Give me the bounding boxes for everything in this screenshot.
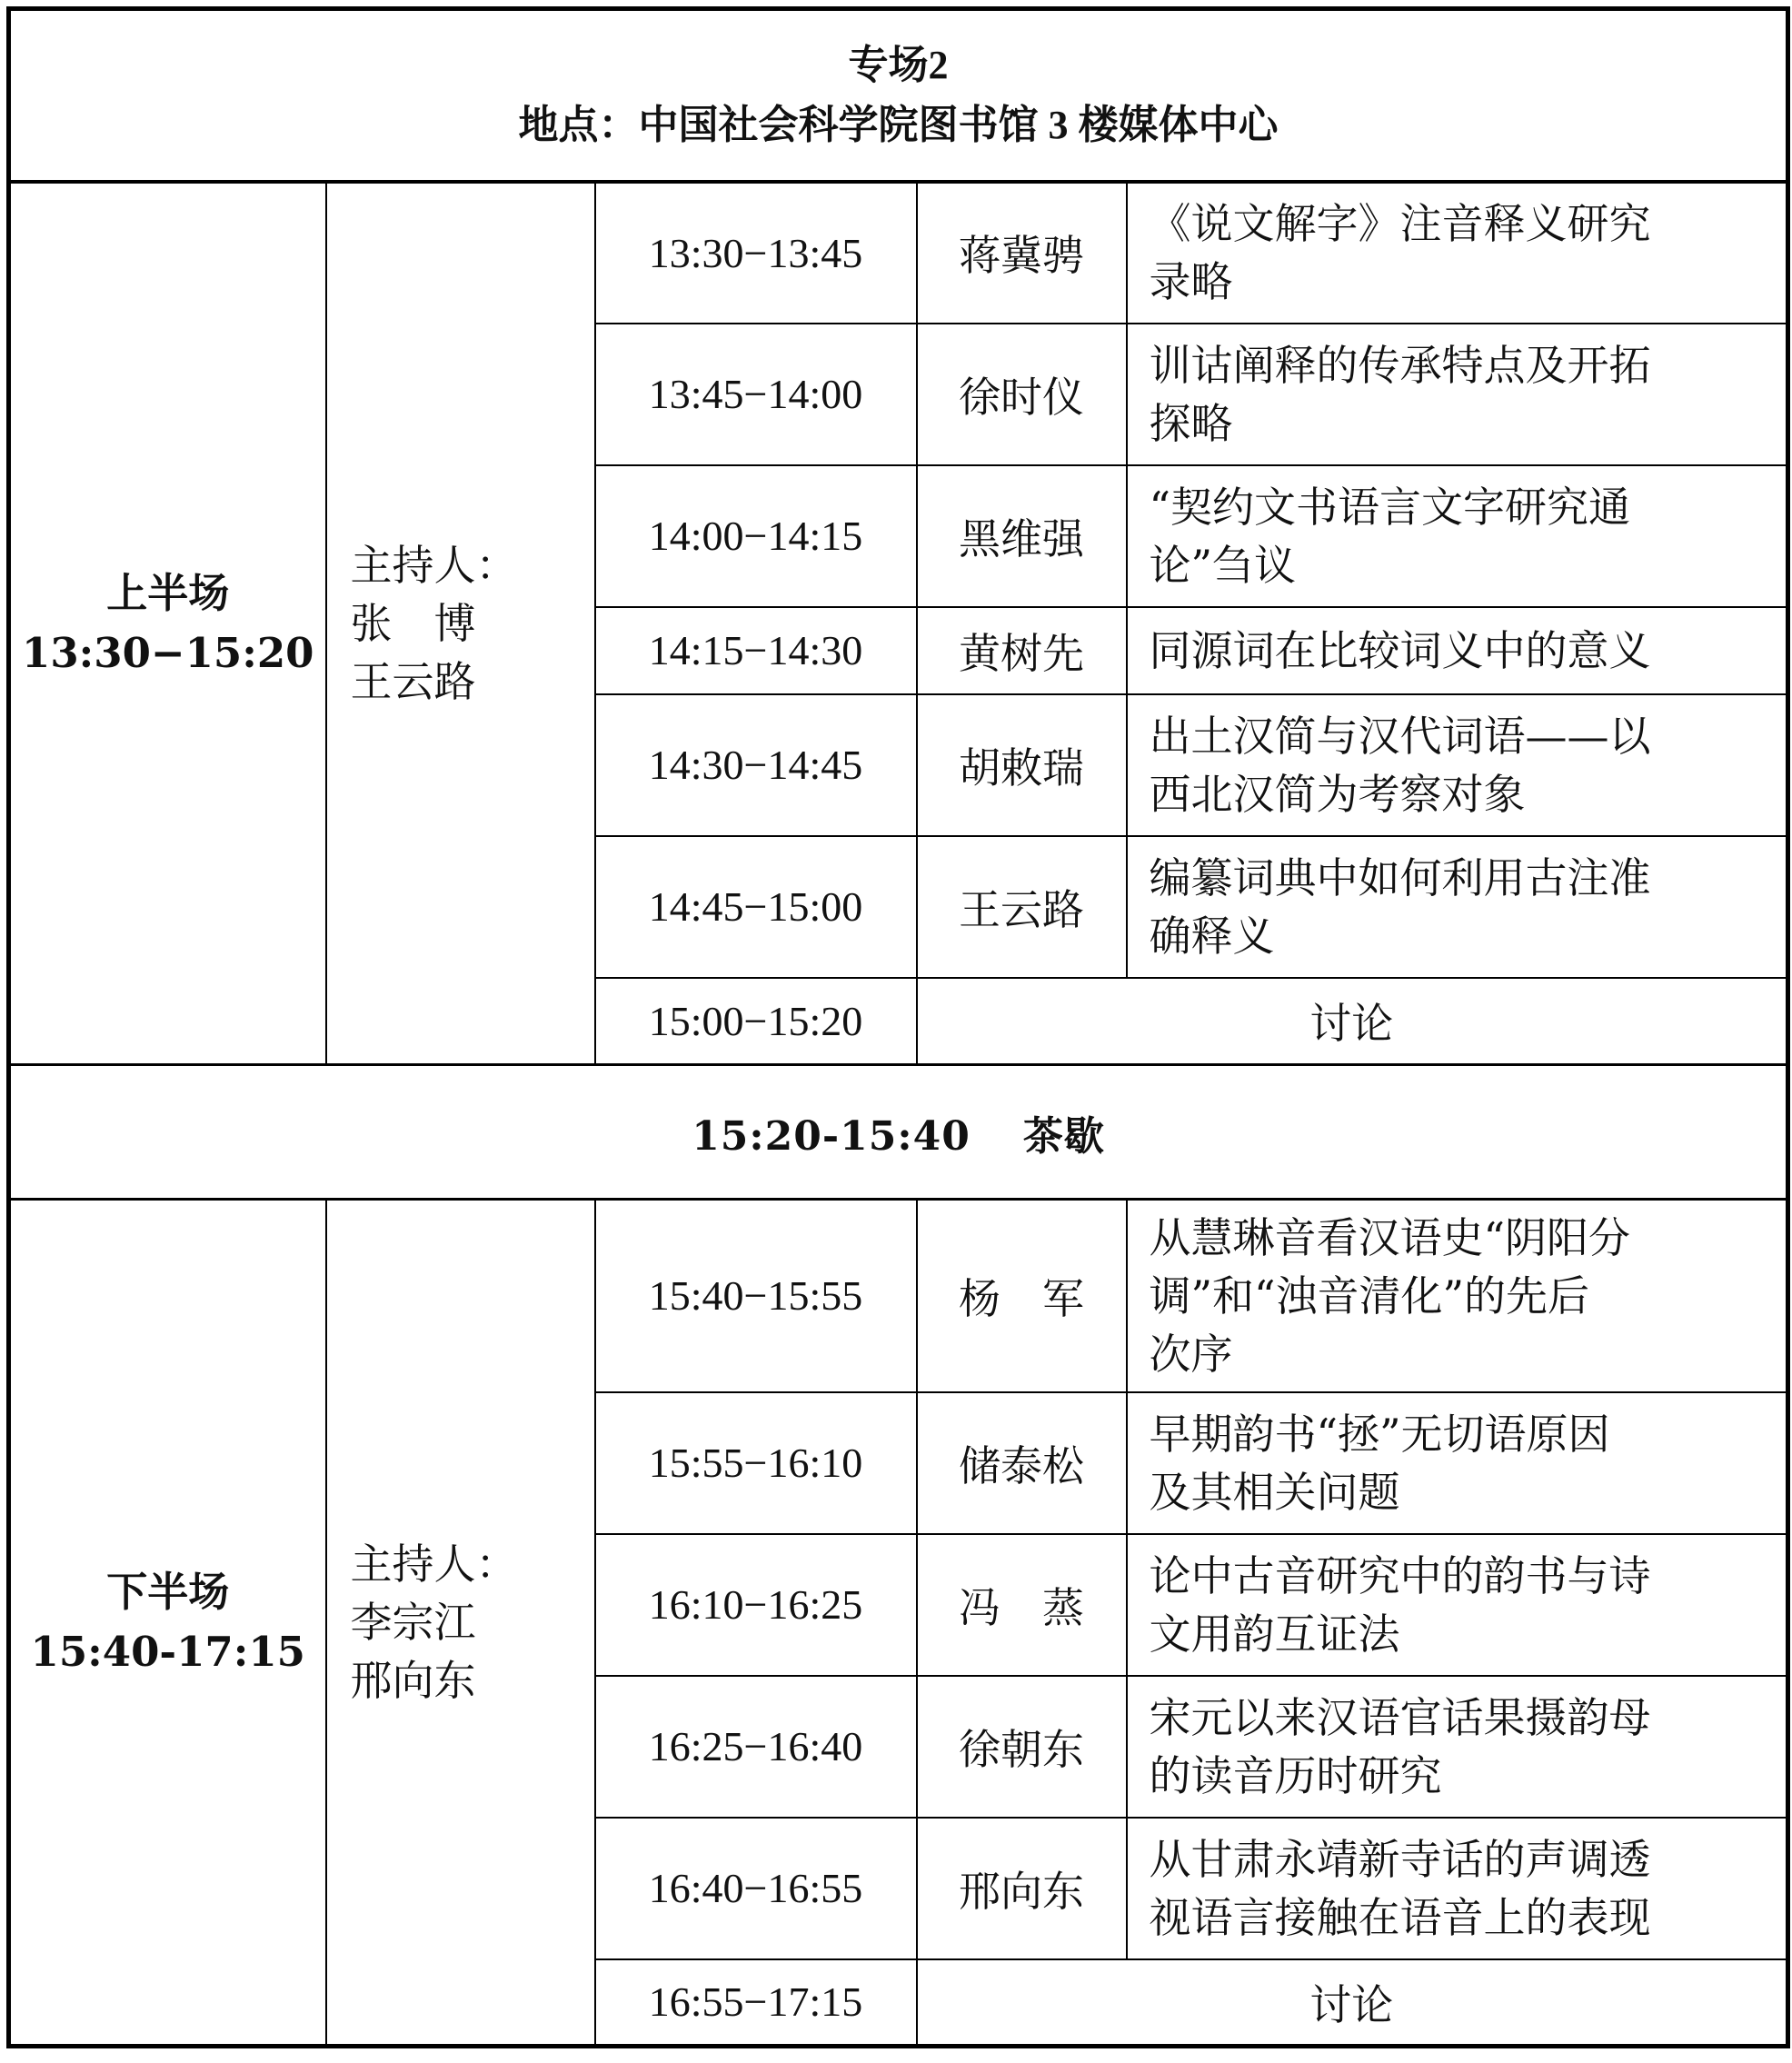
header-row [9,9,1788,182]
speaker-name: 蒋冀骋 [917,182,1127,324]
speaker-name: 储泰松 [917,1392,1127,1534]
talk-time: 14:00−14:15 [595,465,917,607]
talk-title-line: 宋元以来汉语官话果摄韵母 [1149,1692,1651,1742]
talk-title-line: 从甘肃永靖新寺话的声调透 [1149,1834,1651,1884]
discussion-time: 16:55−17:15 [595,1959,917,2047]
header-cell [9,9,1788,182]
speaker-name: 冯 蒸 [917,1534,1127,1676]
talk-time: 16:10−16:25 [595,1534,917,1676]
talk-title-line: 视语言接触在语音上的表现 [1149,1892,1651,1942]
talk-title-line: 从慧琳音看汉语史“阴阳分 [1149,1212,1631,1262]
talk-time: 14:45−15:00 [595,836,917,978]
tea-break-cell [9,1065,1788,1200]
first-half-session-cell [9,182,326,1065]
discussion-label: 讨论 [917,1959,1788,2047]
talk-title-line: 次序 [1149,1329,1233,1379]
schedule-body [9,9,1788,2047]
talk-time: 16:25−16:40 [595,1676,917,1818]
discussion-time: 15:00−15:20 [595,978,917,1065]
second-half-session-time: 15:40-17:15 [30,1628,305,1676]
talk-title [1127,607,1788,694]
session-title: 专场2 [848,42,949,87]
host-name: 邢向东 [350,1656,476,1705]
talk-title [1127,1392,1788,1534]
talk-title-line: 《说文解字》注音释义研究 [1149,199,1651,248]
talk-title [1127,836,1788,978]
talk-time: 16:40−16:55 [595,1818,917,1959]
talk-row [9,182,1788,324]
speaker-name: 杨 军 [917,1200,1127,1392]
talk-title [1127,1534,1788,1676]
second-half-host-cell [326,1200,595,2047]
second-half-session-label: 下半场 [106,1568,230,1616]
first-half-session-label: 上半场 [106,568,230,617]
talk-title-line: 录略 [1149,257,1233,306]
talk-title-line: 西北汉简为考察对象 [1149,769,1526,819]
talk-title-line: 训诂阐释的传承特点及开拓 [1149,340,1651,390]
host-name: 王云路 [350,656,476,706]
talk-time: 13:45−14:00 [595,324,917,465]
session-location: 地点：中国社会科学院图书馆 3 楼媒体中心 [518,102,1279,147]
first-half-host-label: 主持人： [350,540,518,590]
talk-title [1127,324,1788,465]
speaker-name: 邢向东 [917,1818,1127,1959]
talk-title [1127,1676,1788,1818]
schedule-table [6,6,1790,2048]
discussion-label: 讨论 [917,978,1788,1065]
speaker-name: 胡敕瑞 [917,694,1127,836]
talk-title-line: 出土汉简与汉代词语——以 [1149,711,1651,761]
talk-title-line: 同源词在比较词义中的意义 [1149,625,1651,675]
speaker-name: 徐朝东 [917,1676,1127,1818]
talk-title-line: “契约文书语言文字研究通 [1149,482,1631,532]
tea-break-row [9,1065,1788,1200]
talk-title-line: 文用韵互证法 [1149,1609,1400,1659]
talk-title-line: 及其相关问题 [1149,1467,1400,1517]
speaker-name: 黄树先 [917,607,1127,694]
talk-title-line: 的读音历时研究 [1149,1750,1442,1800]
talk-title-line: 确释义 [1149,911,1275,961]
talk-time: 13:30−13:45 [595,182,917,324]
talk-time: 15:55−16:10 [595,1392,917,1534]
talk-time: 14:30−14:45 [595,694,917,836]
talk-title-line: 调”和“浊音清化”的先后 [1149,1271,1590,1321]
talk-title [1127,694,1788,836]
talk-title-line: 编纂词典中如何利用古注准 [1149,852,1651,902]
speaker-name: 徐时仪 [917,324,1127,465]
talk-title-line: 探略 [1149,398,1233,448]
second-half-host-label: 主持人： [350,1540,518,1589]
second-half-session-cell [9,1200,326,2047]
first-half-host-cell [326,182,595,1065]
tea-break-label: 茶歇 [1022,1112,1105,1160]
talk-title [1127,1200,1788,1392]
talk-title [1127,1818,1788,1959]
speaker-name: 王云路 [917,836,1127,978]
talk-time: 14:15−14:30 [595,607,917,694]
host-name: 张 博 [350,598,476,648]
speaker-name: 黑维强 [917,465,1127,607]
talk-time: 15:40−15:55 [595,1200,917,1392]
talk-title-line: 论中古音研究中的韵书与诗 [1149,1550,1651,1600]
talk-title [1127,465,1788,607]
talk-title-line: 早期韵书“拯”无切语原因 [1149,1409,1610,1459]
talk-row [9,1200,1788,1392]
talk-title-line: 论”刍议 [1149,540,1297,590]
tea-break-time: 15:20-15:40 [692,1112,971,1160]
talk-title [1127,182,1788,324]
first-half-session-time: 13:30−15:20 [22,628,314,677]
host-name: 李宗江 [350,1598,476,1647]
